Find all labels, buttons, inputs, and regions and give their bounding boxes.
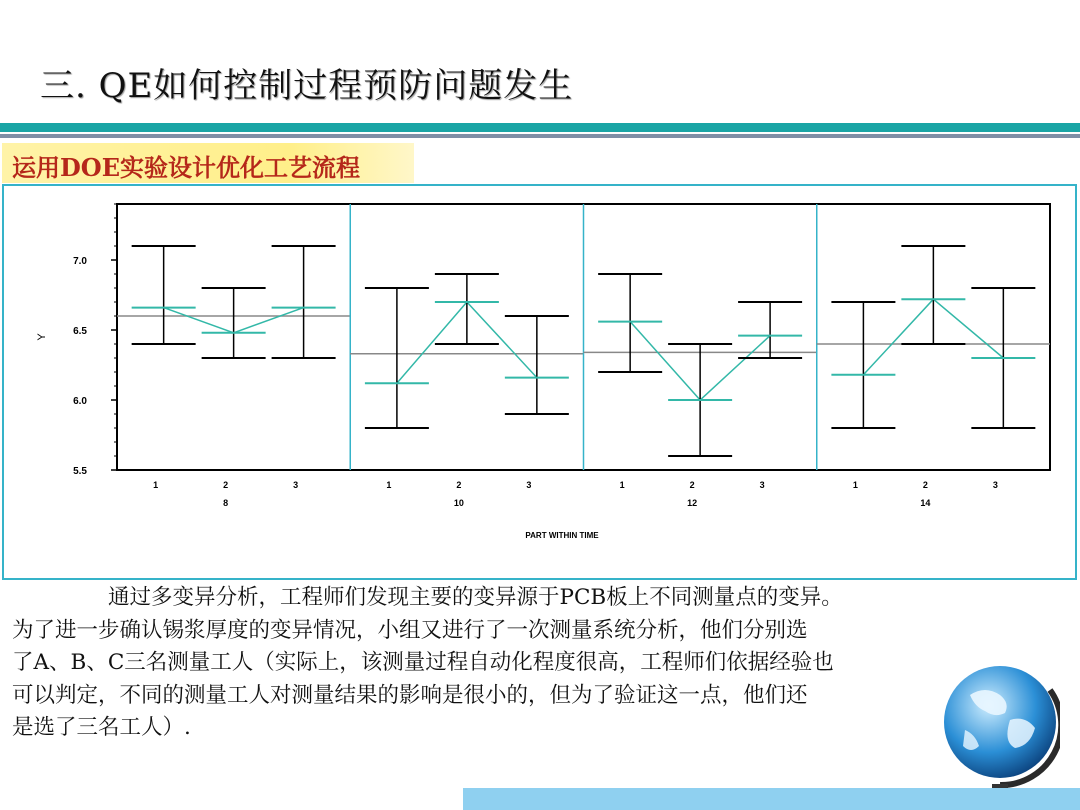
paragraph-line: 可以判定，不同的测量工人对测量结果的影响是很小的，但为了验证这一点，他们还 [12, 682, 808, 708]
x-axis-label: PART WITHIN TIME [525, 531, 599, 540]
globe-logo-icon [940, 660, 1060, 800]
body-paragraph [12, 582, 1042, 745]
paragraph-line: 了A、B、C三名测量工人（实际上，该测量过程自动化程度很高，工程师们依据经验也 [12, 650, 834, 675]
x-group-label: 14 [920, 498, 931, 508]
paragraph-line: 为了进一步确认锡浆厚度的变异情况，小组又进行了一次测量系统分析，他们分别选 [12, 617, 808, 643]
paragraph-line: 通过多变异分析，工程师们发现主要的变异源于PCB板上不同测量点的变异。 [108, 585, 843, 610]
x-part-label: 1 [619, 480, 625, 490]
x-part-label: 2 [922, 480, 928, 490]
y-tick-label: 6.0 [73, 396, 87, 407]
x-group-label: 10 [453, 498, 464, 508]
x-part-label: 1 [153, 480, 159, 490]
paragraph-line: 是选了三名工人）. [12, 715, 191, 740]
x-part-label: 3 [293, 480, 299, 490]
slide-subtitle: 运用DOE实验设计优化工艺流程 [12, 153, 361, 182]
y-tick-label: 5.5 [73, 466, 87, 477]
x-group-label: 12 [687, 498, 698, 508]
y-tick-label: 6.5 [73, 326, 87, 337]
x-part-label: 3 [759, 480, 765, 490]
x-part-label: 2 [223, 480, 229, 490]
x-part-label: 2 [689, 480, 695, 490]
y-tick-label: 7.0 [73, 256, 87, 267]
x-part-label: 3 [526, 480, 532, 490]
x-part-label: 1 [386, 480, 392, 490]
bottom-decor-bar [463, 788, 1080, 810]
x-part-label: 1 [852, 480, 858, 490]
x-group-label: 8 [223, 498, 229, 508]
slide-title: 三. QE如何控制过程预防问题发生 [40, 66, 574, 106]
x-part-label: 2 [456, 480, 462, 490]
y-axis-label: Y [36, 333, 48, 341]
x-part-label: 3 [992, 480, 998, 490]
